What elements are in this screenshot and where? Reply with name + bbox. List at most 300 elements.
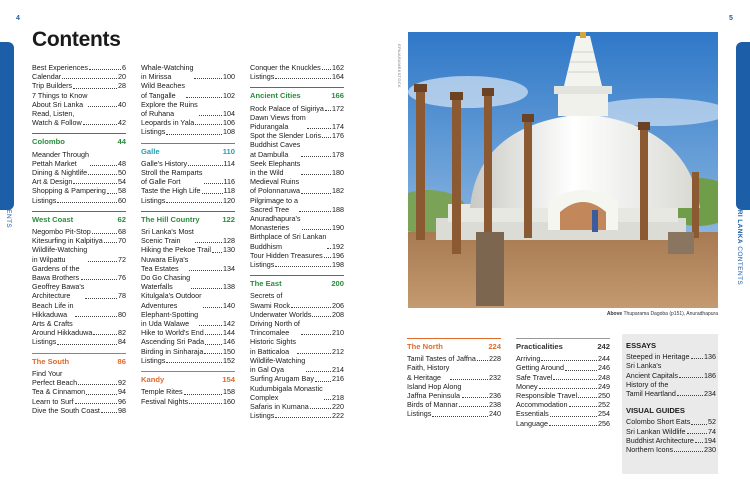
toc-entry[interactable] [250,113,344,131]
toc-entry-title: Listings [32,195,57,205]
toc-entry-title: Learn to Surf [32,396,74,406]
section-heading[interactable] [250,87,344,100]
toc-entry-title: Listings [32,337,57,347]
toc-entry-page: 252 [598,400,610,410]
page-title: Contents [32,28,121,51]
section-title: Colombo [32,137,65,147]
toc-entry[interactable] [407,400,501,409]
toc-entry-page: 206 [332,300,344,310]
section-page: 242 [597,342,610,351]
toc-entry[interactable] [626,361,716,379]
toc-entry[interactable] [250,177,344,195]
dot-leader [459,406,488,407]
toc-entry[interactable] [516,409,610,418]
toc-entry-page: 250 [598,391,610,401]
section-title: Kandy [141,375,165,385]
toc-entry[interactable] [141,387,235,396]
toc-entry-page: 134 [223,263,235,273]
toc-entry-page: 236 [489,391,501,401]
toc-entry-page: 176 [332,131,344,141]
toc-entry-title: Hike to World's End [141,328,204,338]
dot-leader [81,279,117,280]
toc-entry[interactable] [141,168,235,186]
toc-entry[interactable] [32,91,126,109]
toc-entry-page: 70 [118,236,126,246]
toc-entry[interactable] [250,72,344,81]
dot-leader [324,257,331,258]
toc-entry[interactable] [141,196,235,205]
toc-entry-title: Listings [250,411,275,421]
toc-entry[interactable] [32,245,126,263]
dot-leader [57,202,117,203]
toc-entry-title: Sri Lanka's Most Scenic Train [141,227,194,246]
toc-entry[interactable] [32,168,126,177]
dot-leader [73,88,117,89]
toc-entry-title: Wildlife-Watching in Gal Oya [250,355,306,375]
toc-entry[interactable] [250,374,344,383]
dot-leader [189,270,222,271]
toc-entry[interactable] [141,245,235,254]
toc-entry-page: 238 [489,400,501,410]
toc-entry[interactable] [32,319,126,337]
dot-leader [195,242,222,243]
dot-leader [301,174,331,175]
toc-entry-title: Sri Lanka's Ancient Capitals [626,361,678,380]
toc-entry[interactable] [516,363,610,372]
section-title: The North [407,342,443,351]
toc-entry[interactable] [141,273,235,291]
toc-entry-page: 108 [223,127,235,137]
dot-leader [677,395,703,396]
dot-leader [166,202,222,203]
toc-entry-page: 256 [598,418,610,428]
toc-entry-page: 96 [118,396,126,406]
toc-entry-page: 198 [332,260,344,270]
toc-entry-title: Safe Travel [516,372,553,382]
toc-entry[interactable] [32,186,126,195]
toc-entry-page: 50 [118,168,126,178]
stupa-illustration [408,32,718,308]
toc-entry-title: Arts & Crafts Around Hikkaduwa [32,319,93,338]
toc-entry[interactable] [516,419,610,428]
toc-entry-title: Responsible Travel [516,391,578,401]
toc-entry[interactable] [250,63,344,72]
toc-entry-page: 78 [118,291,126,301]
toc-entry-title: Dining & Nightlife [32,168,88,178]
toc-entry[interactable] [250,214,344,232]
dot-leader [306,371,331,372]
toc-entry-page: 246 [598,363,610,373]
toc-entry[interactable] [141,291,235,309]
toc-entry[interactable] [626,417,716,426]
toc-entry-page: 218 [332,392,344,402]
dot-leader [188,165,222,166]
toc-entry-title: Geoffrey Bawa's Architecture [32,282,85,301]
toc-entry-title: Stroll the Ramparts of Galle Fort [141,168,203,187]
toc-entry-page: 20 [118,72,126,82]
toc-entry[interactable] [626,445,716,454]
toc-entry-page: 40 [118,99,126,109]
left-page-number: 4 [16,15,20,22]
toc-entry-page: 232 [489,372,501,382]
toc-entry-title: Birthplace of Sri Lankan Buddhism [250,232,327,251]
toc-entry-title: Tamil Tastes of Jaffna [407,354,476,364]
toc-entry-page: 164 [332,72,344,82]
dot-leader [107,193,117,194]
dot-leader [90,165,117,166]
dot-leader [194,78,222,79]
section-heading[interactable] [32,133,126,146]
dot-leader [312,316,331,317]
dot-leader [205,334,222,335]
toc-entry[interactable] [141,397,235,406]
toc-entry[interactable] [250,260,344,269]
toc-entry[interactable] [250,140,344,158]
toc-entry-title: Gardens of the Bawa Brothers [32,263,80,283]
dot-leader [199,325,222,326]
dot-leader [73,183,117,184]
toc-entry-title: Kudumbigala Monastic Complex [250,383,323,402]
toc-entry-page: 76 [118,273,126,283]
toc-entry-page: 114 [223,158,235,168]
toc-entry-title: Whale-Watching in Mirissa [141,63,194,82]
toc-entry[interactable] [32,150,126,168]
toc-entry-title: Faith, History & Heritage [407,363,450,382]
toc-entry-title: Listings [141,195,166,205]
toc-entry-page: 48 [118,158,126,168]
toc-entry-title: Language [516,418,548,428]
section-heading[interactable] [407,338,501,351]
dot-leader [462,397,488,398]
toc-entry-page: 234 [704,389,716,399]
dot-leader [565,370,597,371]
dot-leader [186,97,222,98]
toc-entry-page: 158 [223,387,235,397]
toc-entry-page: 244 [598,354,610,364]
toc-entry[interactable] [32,63,126,72]
toc-entry[interactable] [141,310,235,328]
toc-entry[interactable] [32,81,126,90]
toc-entry-title: Wildlife-Watching in Wilpattu [32,245,88,264]
dot-leader [553,379,597,380]
toc-entry-title: Secrets of Swami Rock [250,291,290,310]
toc-entry-title: Temple Rites [141,387,183,397]
toc-entry-title: Art & Design [32,177,73,187]
section-page: 166 [331,91,344,101]
toc-entry[interactable] [141,127,235,136]
toc-entry[interactable] [141,227,235,245]
section-title: Ancient Cities [250,91,301,101]
toc-entry-page: 80 [118,309,126,319]
toc-entry[interactable] [32,397,126,406]
toc-entry-title: Anuradhapura's Monasteries [250,214,301,233]
toc-entry[interactable] [516,373,610,382]
toc-entry-page: 142 [223,319,235,329]
toc-entry[interactable] [626,380,716,398]
dot-leader [57,344,117,345]
toc-entry-page: 216 [332,374,344,384]
toc-entry[interactable] [626,352,716,361]
toc-entry-title: Kitesurfing in Kalpitiya [32,236,103,246]
dot-leader [310,408,331,409]
toc-entry-page: 152 [223,355,235,365]
section-page: 224 [488,342,501,351]
toc-entry[interactable] [626,427,716,436]
toc-entry-title: Pilgrimage to a Sacred Tree [250,195,298,214]
dot-leader [62,78,117,79]
dot-leader [541,360,597,361]
toc-entry-title: Listings [250,72,275,82]
toc-entry[interactable] [250,196,344,214]
dot-leader [88,106,117,107]
toc-entry-page: 178 [332,149,344,159]
toc-entry[interactable] [250,402,344,411]
toc-entry[interactable] [516,354,610,363]
toc-entry-page: 42 [118,118,126,128]
toc-entry[interactable] [250,337,344,355]
dot-leader [89,69,121,70]
dot-leader [299,211,331,212]
toc-entry[interactable] [141,118,235,127]
toc-entry-title: Birding in Sinharaja [141,346,204,356]
toc-entry[interactable] [250,291,344,309]
toc-entry[interactable] [141,337,235,346]
toc-entry[interactable] [250,411,344,420]
toc-entry-page: 100 [223,72,235,82]
toc-entry[interactable] [141,81,235,99]
toc-entry[interactable] [250,319,344,337]
toc-entry-title: Buddhist Architecture [626,435,694,445]
toc-entry-title: Nuwara Eliya's Tea Estates [141,254,189,273]
dot-leader [450,379,488,380]
toc-entry-title: Accommodation [516,400,568,410]
toc-entry-title: Negombo Pit-Stop [32,227,91,237]
toc-entry[interactable] [141,328,235,337]
toc-entry-title: Sri Lankan Wildlife [626,426,686,436]
toc-entry-title: Taste the High Life [141,186,201,196]
dot-leader [275,417,331,418]
toc-entry-page: 72 [118,254,126,264]
toc-entry[interactable] [141,186,235,195]
toc-entry[interactable] [32,72,126,81]
toc-entry[interactable] [407,382,501,400]
toc-entry-title: Northern Icons [626,445,674,455]
dot-leader [301,156,331,157]
dot-leader [195,124,222,125]
toc-entry[interactable] [32,236,126,245]
toc-entry-title: Seek Elephants in the Wild [250,158,301,178]
toc-entry[interactable] [407,363,501,381]
toc-entry[interactable] [141,255,235,273]
dot-leader [101,412,117,413]
toc-entry[interactable] [32,301,126,319]
toc-entry-page: 94 [118,387,126,397]
toc-entry-title: Conquer the Knuckles [250,63,321,72]
toc-entry-title: Steeped in Heritage [626,352,690,362]
toc-entry[interactable] [250,356,344,374]
dot-leader [202,193,223,194]
toc-entry-page: 102 [223,90,235,100]
toc-entry-page: 74 [708,426,716,436]
toc-entry[interactable] [32,406,126,415]
toc-entry-title: 7 Things to Know About Sri Lanka [32,90,88,109]
toc-entry[interactable] [250,310,344,319]
toc-entry-page: 182 [332,186,344,196]
right-page-number: 5 [729,15,733,22]
dot-leader [203,307,222,308]
toc-entry[interactable] [250,384,344,402]
toc-column-1 [32,63,126,415]
toc-entry-page: 92 [118,378,126,388]
toc-entry-title: Underwater Worlds [250,309,312,319]
section-page: 200 [331,279,344,289]
section-title: The South [32,356,70,366]
toc-entry-title: Medieval Ruins of Polonnaruwa [250,177,300,196]
dot-leader [184,394,222,395]
section-heading[interactable] [141,143,235,156]
dot-leader [204,353,222,354]
section-page: 44 [117,137,126,147]
toc-entry[interactable] [250,131,344,140]
toc-entry-title: Leopards in Yala [141,118,195,128]
toc-entry-title: Tour Hidden Treasures [250,250,323,260]
toc-entry[interactable] [250,251,344,260]
dot-leader [432,416,488,417]
toc-entry-page: 210 [332,328,344,338]
toc-entry-page: 180 [332,168,344,178]
toc-entry[interactable] [141,63,235,81]
toc-entry-page: 208 [332,309,344,319]
toc-entry[interactable] [32,196,126,205]
stupa-photo [408,32,718,308]
toc-entry-page: 230 [704,445,716,455]
toc-entry[interactable] [141,347,235,356]
toc-entry[interactable] [250,159,344,177]
toc-entry-title: Trip Builders [32,81,73,91]
right-side-tab [736,42,750,210]
toc-entry-page: 84 [118,337,126,347]
toc-entry-page: 214 [332,365,344,375]
toc-entry[interactable] [516,400,610,409]
toc-entry-title: Tea & Cinnamon [32,387,86,397]
toc-entry-title: Listings [250,260,275,270]
toc-entry[interactable] [32,387,126,396]
toc-entry[interactable] [250,232,344,250]
toc-entry-page: 160 [223,396,235,406]
toc-column-3 [250,63,344,420]
section-heading[interactable] [32,353,126,366]
toc-entry-page: 116 [223,177,235,187]
section-page: 122 [222,214,235,224]
dot-leader [275,266,331,267]
toc-entry-title: Kitulgala's Outdoor Adventures [141,291,202,310]
dot-leader [695,442,703,443]
toc-entry[interactable] [141,159,235,168]
toc-entry[interactable] [32,369,126,387]
dot-leader [322,69,331,70]
section-heading[interactable] [141,371,235,384]
toc-entry[interactable] [516,391,610,400]
section-heading[interactable] [32,211,126,224]
toc-column-2 [141,63,235,406]
section-title: West Coast [32,214,74,224]
toc-entry-title: Historic Sights in Batticaloa [250,337,296,356]
toc-entry-title: Essentials [516,409,549,419]
dot-leader [86,394,117,395]
section-page: 86 [117,356,126,366]
toc-entry[interactable] [32,337,126,346]
toc-entry-title: Hiking the Pekoe Trail [141,245,211,255]
toc-entry-page: 192 [332,241,344,251]
toc-entry[interactable] [250,104,344,113]
toc-entry-page: 140 [223,300,235,310]
toc-entry-page: 196 [332,250,344,260]
dot-leader [301,334,331,335]
box-heading: VISUAL GUIDES [626,406,685,416]
toc-entry-page: 82 [118,328,126,338]
toc-entry-page: 222 [332,411,344,421]
section-heading[interactable] [141,211,235,224]
toc-entry-title: Surfing Arugam Bay [250,374,314,384]
toc-entry-page: 254 [598,409,610,419]
section-heading[interactable] [516,338,610,351]
toc-entry-title: Meander Through Pettah Market [32,149,90,168]
toc-entry[interactable] [141,100,235,118]
toc-entry[interactable] [516,382,610,391]
dot-leader [569,406,597,407]
section-heading[interactable] [250,275,344,288]
dot-leader [679,377,703,378]
toc-entry[interactable] [32,264,126,282]
toc-entry[interactable] [32,282,126,300]
toc-entry[interactable] [141,356,235,365]
dot-leader [88,174,117,175]
toc-entry-page: 194 [704,435,716,445]
section-page: 154 [222,375,235,385]
dot-leader [212,252,222,253]
toc-entry-page: 150 [223,346,235,356]
toc-entry-page: 172 [332,103,344,113]
dot-leader [307,128,331,129]
toc-entry[interactable] [407,354,501,363]
toc-entry-page: 54 [118,177,126,187]
toc-column-5 [516,338,610,428]
toc-entry[interactable] [32,109,126,127]
dot-leader [539,388,597,389]
dot-leader [327,248,331,249]
toc-entry[interactable] [626,436,716,445]
toc-entry-page: 128 [223,236,235,246]
toc-entry-title: Getting Around [516,363,564,373]
dot-leader [205,344,222,345]
dot-leader [75,316,117,317]
toc-entry-page: 28 [118,81,126,91]
toc-entry-title: Dive the South Coast [32,405,100,415]
toc-entry-page: 106 [223,118,235,128]
dot-leader [104,242,117,243]
dot-leader [85,298,117,299]
dot-leader [75,403,117,404]
toc-entry-page: 174 [332,122,344,132]
toc-entry[interactable] [32,177,126,186]
toc-entry[interactable] [32,227,126,236]
left-tab-label: SRI LANKA CONTENTS [5,148,12,229]
toc-entry-page: 68 [118,227,126,237]
dot-leader [325,110,331,111]
toc-entry[interactable] [407,409,501,418]
dot-leader [83,124,117,125]
dot-leader [578,397,597,398]
